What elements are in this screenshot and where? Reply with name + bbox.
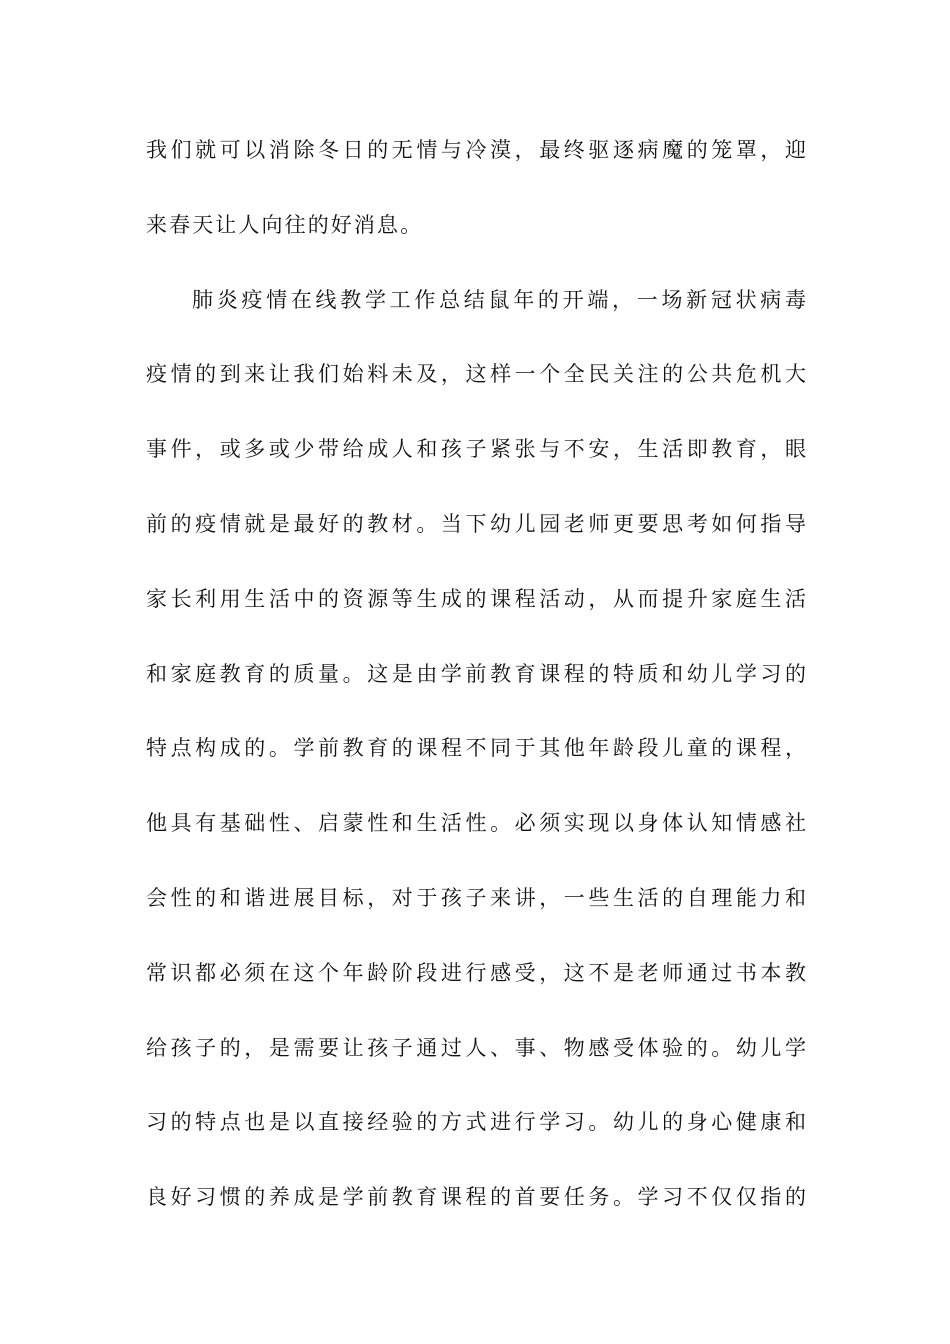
text-line: 前的疫情就是最好的教材。当下幼儿园老师更要思考如何指导 xyxy=(146,511,806,536)
text-line: 事件，或多或少带给成人和孩子紧张与不安，生活即教育，眼 xyxy=(146,437,806,462)
text-line: 习的特点也是以直接经验的方式进行学习。幼儿的身心健康和 xyxy=(146,1110,806,1135)
text-line: 给孩子的，是需要让孩子通过人、事、物感受体验的。幼儿学 xyxy=(146,1035,806,1060)
text-line: 来春天让人向往的好消息。 xyxy=(146,212,424,237)
text-line: 家长利用生活中的资源等生成的课程活动，从而提升家庭生活 xyxy=(146,586,806,611)
text-line: 我们就可以消除冬日的无情与冷漠，最终驱逐病魔的笼罩，迎 xyxy=(146,138,806,162)
paragraph-first-line: 肺炎疫情在线教学工作总结鼠年的开端，一场新冠状病毒 xyxy=(192,287,806,312)
text-line: 他具有基础性、启蒙性和生活性。必须实现以身体认知情感社 xyxy=(146,811,806,836)
text-line: 会性的和谐进展目标，对于孩子来讲，一些生活的自理能力和 xyxy=(146,885,806,910)
body-text xyxy=(146,128,806,1250)
text-line: 特点构成的。学前教育的课程不同于其他年龄段儿童的课程， xyxy=(146,736,806,761)
text-line: 常识都必须在这个年龄阶段进行感受，这不是老师通过书本教 xyxy=(146,960,806,985)
text-line: 疫情的到来让我们始料未及，这样一个全民关注的公共危机大 xyxy=(146,362,806,387)
text-line: 和家庭教育的质量。这是由学前教育课程的特质和幼儿学习的 xyxy=(146,661,806,686)
text-line: 良好习惯的养成是学前教育课程的首要任务。学习不仅仅指的 xyxy=(146,1185,806,1210)
